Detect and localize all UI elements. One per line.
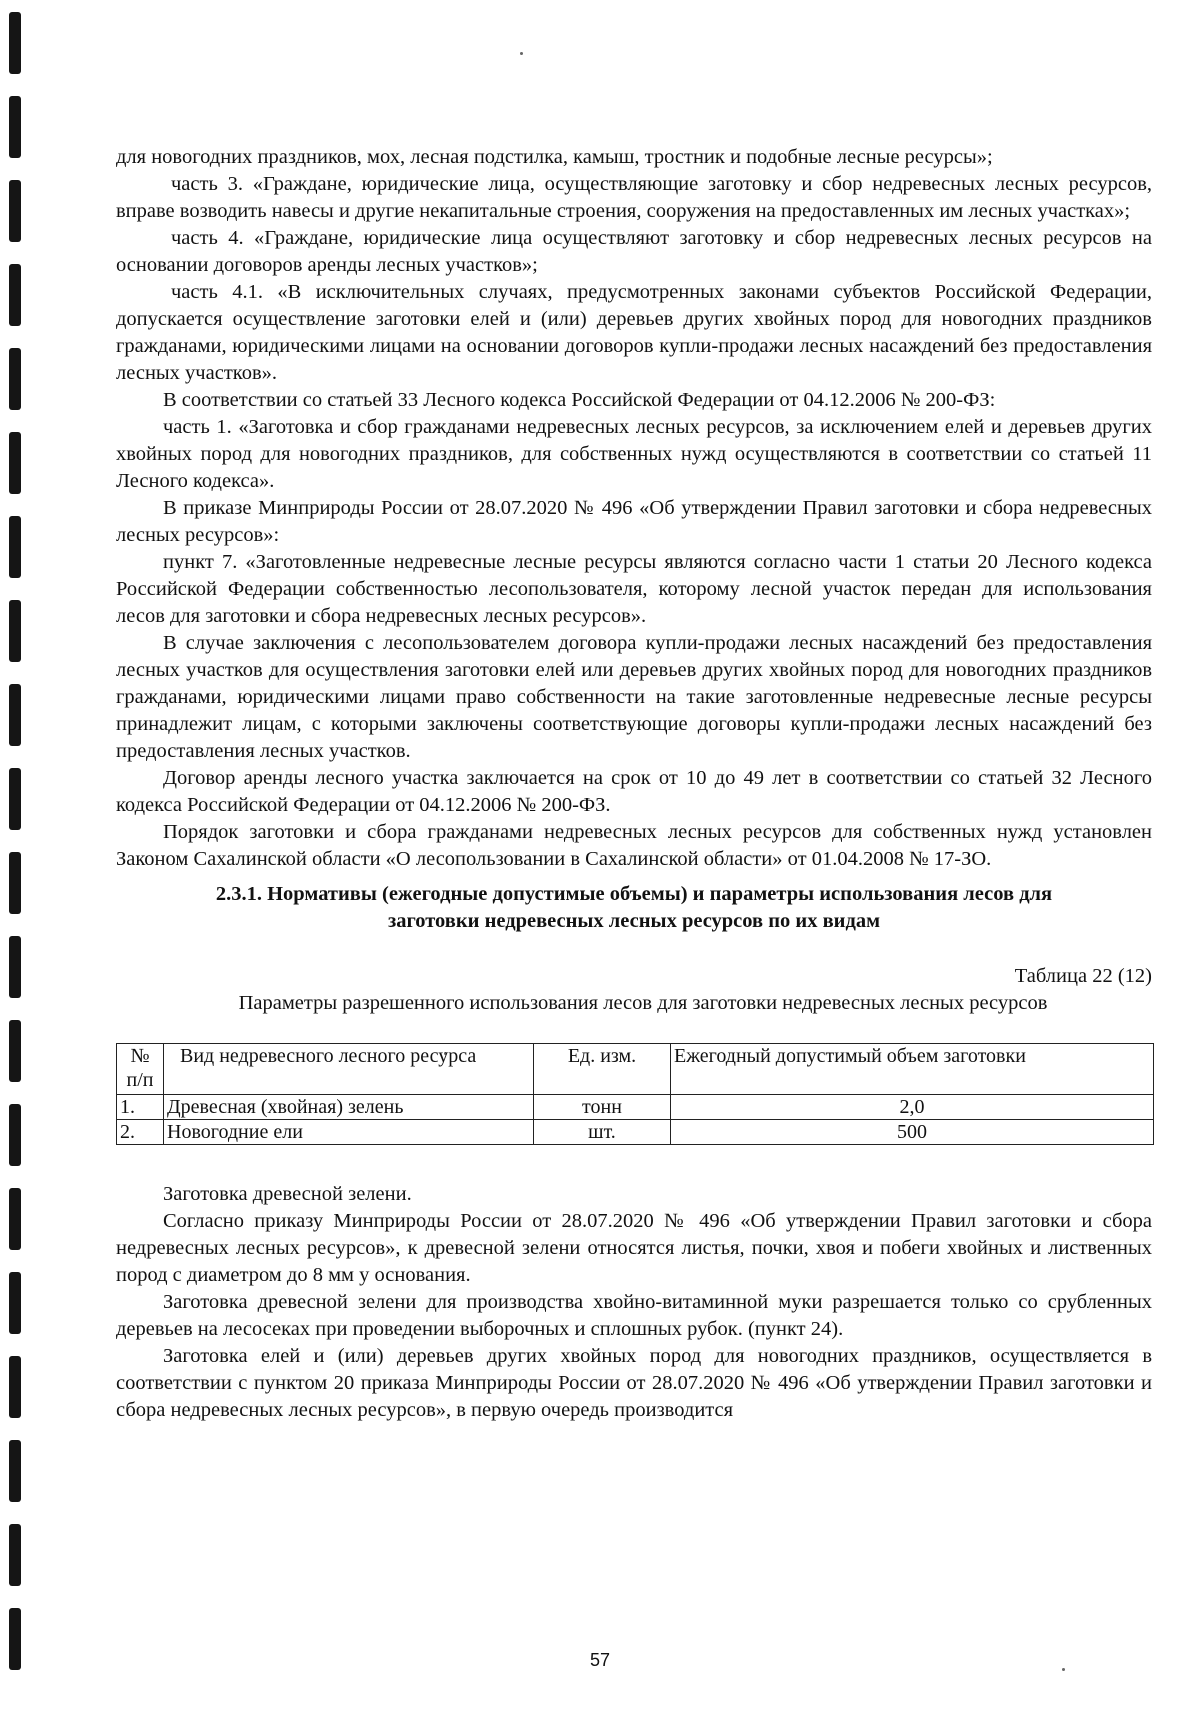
paragraph: пункт 7. «Заготовленные недревесные лесные ресурсы являются согласно части 1 статьи 20 Лесного кодекса Российской Федерации собственностью лесопользователя, которому лесной участок передан для использования лесов для заготовки и сбора недревесных лесных ресурсов».	[116, 551, 1152, 627]
binding-hole	[9, 1104, 21, 1166]
binding-hole	[9, 348, 21, 410]
section-heading-line: 2.3.1. Нормативы (ежегодные допустимые объемы) и параметры использования лесов для	[215, 883, 1053, 905]
paragraph: Согласно приказу Минприроды России от 28.07.2020 № 496 «Об утверждении Правил заготовки и сбора недревесных лесных ресурсов», к древесной зелени относятся листья, почки, хвоя и побеги хвойных и лиственных пород с диаметром до 8 мм у основания.	[116, 1210, 1152, 1286]
header-unit: Ед. изм.	[534, 1044, 671, 1095]
paragraph: Заготовка древесной зелени для производства хвойно-витаминной муки разрешается только со срубленных деревьев на лесосеках при проведении выборочных и сплошных рубок. (пункт 24).	[116, 1291, 1152, 1340]
binding-hole	[9, 264, 21, 326]
resource-table	[116, 1043, 1154, 1145]
table-header-row	[117, 1044, 1154, 1095]
binding-hole	[9, 1188, 21, 1250]
paragraph: Заготовка древесной зелени.	[163, 1183, 412, 1205]
binding-hole	[9, 96, 21, 158]
paragraph: часть 4. «Граждане, юридические лица осуществляют заготовку и сбор недревесных лесных ресурсов на основании договоров аренды лесных участков»;	[116, 227, 1152, 276]
paragraphs-top	[116, 144, 1152, 873]
binding-hole	[9, 768, 21, 830]
binding-hole	[9, 12, 21, 74]
binding-hole	[9, 1524, 21, 1586]
header-resource-type: Вид недревесного лесного ресурса	[164, 1044, 534, 1095]
binding-hole	[9, 432, 21, 494]
binding-hole	[9, 684, 21, 746]
cell-volume: 2,0	[671, 1095, 1154, 1120]
binding-hole	[9, 1356, 21, 1418]
cell-resource-type: Древесная (хвойная) зелень	[164, 1095, 534, 1120]
paragraph: В случае заключения с лесопользователем договора купли-продажи лесных насаждений без предоставления лесных участков для осуществления заготовки елей или деревьев других хвойных пород для новогодних праздников гражданами, юридическими лицами право собственности на такие заготовленные недревесные лесные ресурсы принадлежит лицам, с которыми заключены соответствующие договоры купли-продажи лесных насаждений без предоставления лесных участков.	[116, 632, 1152, 762]
binding-holes	[0, 0, 40, 1709]
header-num: № п/п	[117, 1044, 164, 1095]
page-number: 57	[589, 1650, 611, 1670]
paragraph: часть 1. «Заготовка и сбор гражданами недревесных лесных ресурсов, за исключением елей и деревьев других хвойных пород для новогодних праздников, для собственных нужд осуществляются в соответствии со статьей 11 Лесного кодекса».	[116, 416, 1152, 492]
table-caption: Таблица 22 (12)	[1014, 965, 1152, 987]
paragraph: Договор аренды лесного участка заключается на срок от 10 до 49 лет в соответствии со статьей 32 Лесного кодекса Российской Федерации от 04.12.2006 № 200-ФЗ.	[116, 767, 1152, 816]
binding-hole	[9, 852, 21, 914]
table-title: Параметры разрешенного использования лесов для заготовки недревесных лесных ресурсов	[238, 992, 1048, 1014]
table-row	[117, 1095, 1154, 1120]
cell-unit: тонн	[534, 1095, 671, 1120]
cell-num: 2.	[117, 1120, 164, 1145]
binding-hole	[9, 1020, 21, 1082]
cell-num: 1.	[117, 1095, 164, 1120]
binding-hole	[9, 516, 21, 578]
scan-speck	[520, 52, 523, 55]
section-heading-line: заготовки недревесных лесных ресурсов по их видам	[387, 910, 881, 932]
cell-volume: 500	[671, 1120, 1154, 1145]
binding-hole	[9, 936, 21, 998]
binding-hole	[9, 180, 21, 242]
cell-unit: шт.	[534, 1120, 671, 1145]
paragraphs-bottom	[116, 1181, 1152, 1424]
table-row	[117, 1120, 1154, 1145]
paragraph: часть 4.1. «В исключительных случаях, предусмотренных законами субъектов Российской Федерации, допускается осуществление заготовки елей и (или) деревьев других хвойных пород для новогодних праздников гражданами, юридическими лицами на основании договоров купли-продажи лесных насаждений без предоставления лесных участков».	[116, 281, 1152, 384]
paragraph: для новогодних праздников, мох, лесная подстилка, камыш, тростник и подобные лесные ресурсы»;	[116, 146, 993, 168]
binding-hole	[9, 1440, 21, 1502]
paragraph: Заготовка елей и (или) деревьев других хвойных пород для новогодних праздников, осуществляется в соответствии с пунктом 20 приказа Минприроды России от 28.07.2020 № 496 «Об утверждении Правил заготовки и сбора недревесных лесных ресурсов», в первую очередь производится	[116, 1345, 1152, 1421]
binding-hole	[9, 1272, 21, 1334]
paragraph: Порядок заготовки и сбора гражданами недревесных лесных ресурсов для собственных нужд установлен Законом Сахалинской области «О лесопользовании в Сахалинской области» от 01.04.2008 № 17-ЗО.	[116, 821, 1152, 870]
paragraph: часть 3. «Граждане, юридические лица, осуществляющие заготовку и сбор недревесных лесных ресурсов, вправе возводить навесы и другие некапитальные строения, сооружения на предоставленных им лесных участках»;	[116, 173, 1152, 222]
paragraph: В приказе Минприроды России от 28.07.2020 № 496 «Об утверждении Правил заготовки и сбора недревесных лесных ресурсов»:	[116, 497, 1152, 546]
document-body	[116, 144, 1152, 1424]
paragraph: В соответствии со статьей 33 Лесного кодекса Российской Федерации от 04.12.2006 № 200-ФЗ:	[163, 389, 996, 411]
header-annual-volume: Ежегодный допустимый объем заготовки	[671, 1044, 1154, 1095]
binding-hole	[9, 600, 21, 662]
cell-resource-type: Новогодние ели	[164, 1120, 534, 1145]
section-heading	[116, 881, 1152, 935]
